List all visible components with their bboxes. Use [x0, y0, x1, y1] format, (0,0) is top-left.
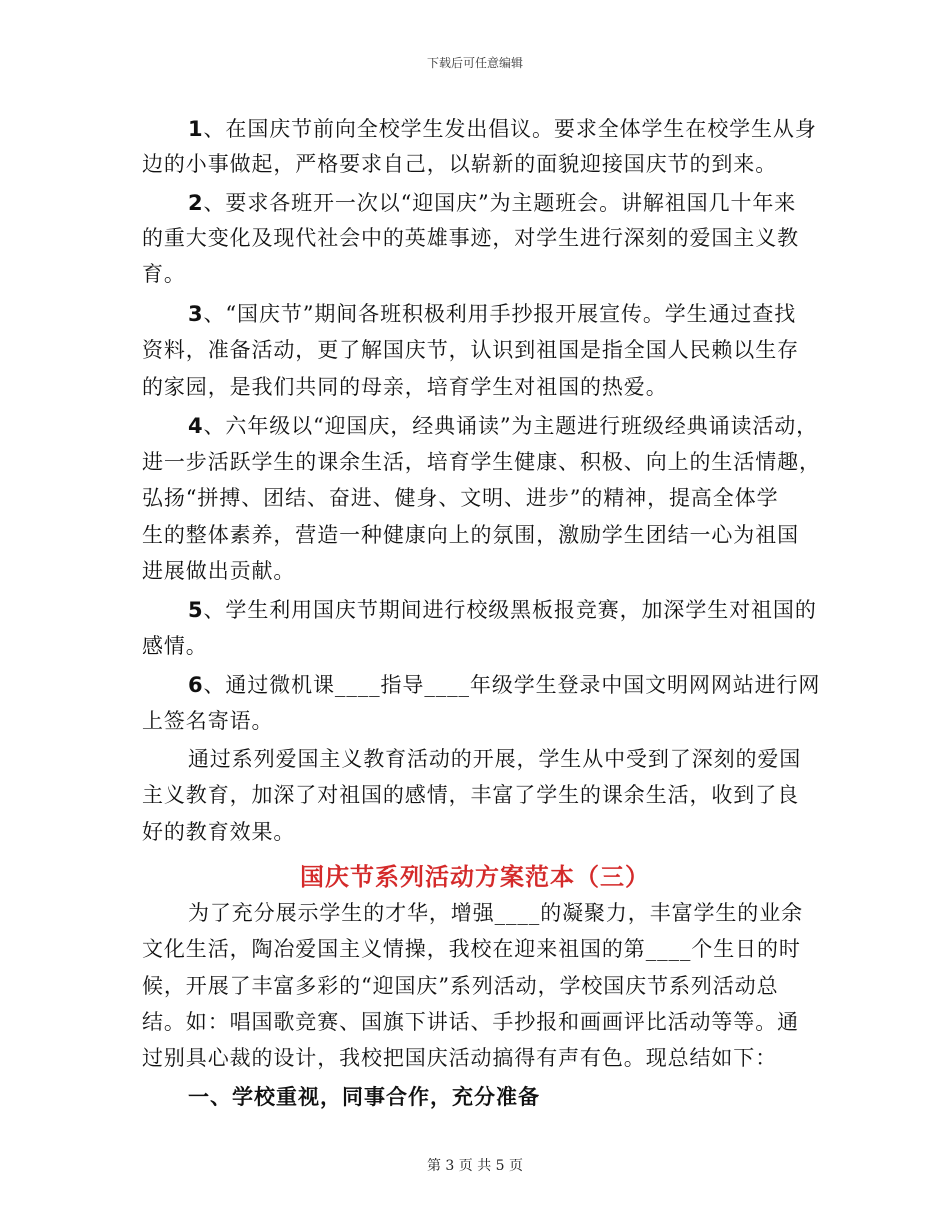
- subheading: 一、学校重视，同事合作，充分准备: [188, 1085, 540, 1109]
- item-2-line-1: [188, 189, 796, 217]
- item-1-line-2: 边的小事做起，严格要求自己，以崭新的面貌迎接国庆节的到来。: [142, 152, 778, 176]
- item-6-line-1: [188, 671, 820, 699]
- item-4-line-5: 进展做出贡献。: [142, 559, 296, 583]
- item-4-line-2: 进一步活跃学生的课余生活，培育学生健康、积极、向上的生活情趣，: [142, 450, 821, 474]
- item-5-line-1: [188, 596, 817, 624]
- item-6-line-2: 上签名寄语。: [142, 709, 274, 733]
- summary-line-3: 好的教育效果。: [142, 820, 296, 844]
- item-text: 、要求各班开一次以“迎国庆”为主题班会。讲解祖国几十年来: [203, 191, 797, 215]
- item-5-line-2: 感情。: [142, 634, 208, 658]
- item-text: 、六年级以“迎国庆，经典诵读”为主题进行班级经典诵读活动，: [203, 414, 819, 438]
- item-text: 、学生利用国庆节期间进行校级黑板报竞赛，加深学生对祖国的: [203, 598, 817, 622]
- item-text: 、“国庆节”期间各班积极利用手抄报开展宣传。学生通过查找: [203, 302, 797, 326]
- item-3-line-3: 的家园，是我们共同的母亲，培育学生对祖国的热爱。: [142, 375, 668, 399]
- item-2-number: 2: [188, 191, 204, 215]
- item-4-line-3: 弘扬“拼搏、团结、奋进、健身、文明、进步”的精神，提高全体学: [142, 486, 779, 510]
- item-3-number: 3: [188, 302, 204, 326]
- item-4-line-1: [188, 412, 818, 440]
- item-2-line-3: 育。: [142, 262, 186, 286]
- intro-line-4: 结。如：唱国歌竞赛、国旗下讲话、手抄报和画画评比活动等等。通: [142, 1010, 799, 1034]
- item-1-line-1: [188, 115, 817, 143]
- item-6-number: 6: [188, 673, 204, 697]
- intro-line-3: 候，开展了丰富多彩的“迎国庆”系列活动，学校国庆节系列活动总: [142, 974, 779, 998]
- item-3-line-1: [188, 300, 796, 328]
- intro-line-1: 为了充分展示学生的才华，增强____的凝聚力，丰富学生的业余: [188, 901, 803, 925]
- intro-line-5: 过别具心裁的设计，我校把国庆活动搞得有声有色。现总结如下：: [142, 1046, 778, 1070]
- item-2-line-2: 的重大变化及现代社会中的英雄事迹，对学生进行深刻的爱国主义教: [142, 226, 799, 250]
- item-1-number: 1: [188, 117, 204, 141]
- section-title: 国庆节系列活动方案范本（三）: [300, 863, 650, 891]
- item-4-line-4: 生的整体素养，营造一种健康向上的氛围，激励学生团结一心为祖国: [142, 523, 799, 547]
- summary-line-2: 主义教育，加深了对祖国的感情，丰富了学生的课余生活，收到了良: [142, 783, 799, 807]
- item-5-number: 5: [188, 598, 204, 622]
- item-text: 、通过微机课____指导____年级学生登录中国文明网网站进行网: [203, 673, 821, 697]
- item-4-number: 4: [188, 414, 204, 438]
- page-number: 第 3 页 共 5 页: [426, 1158, 524, 1174]
- intro-line-2: 文化生活，陶冶爱国主义情操，我校在迎来祖国的第____个生日的时: [142, 937, 801, 961]
- summary-line-1: 通过系列爱国主义教育活动的开展，学生从中受到了深刻的爱国: [188, 747, 802, 771]
- page-header-note: 下载后可任意编辑: [426, 56, 523, 70]
- item-text: 、在国庆节前向全校学生发出倡议。要求全体学生在校学生从身: [203, 117, 817, 141]
- item-3-line-2: 资料，准备活动，更了解国庆节，认识到祖国是指全国人民赖以生存: [142, 338, 799, 362]
